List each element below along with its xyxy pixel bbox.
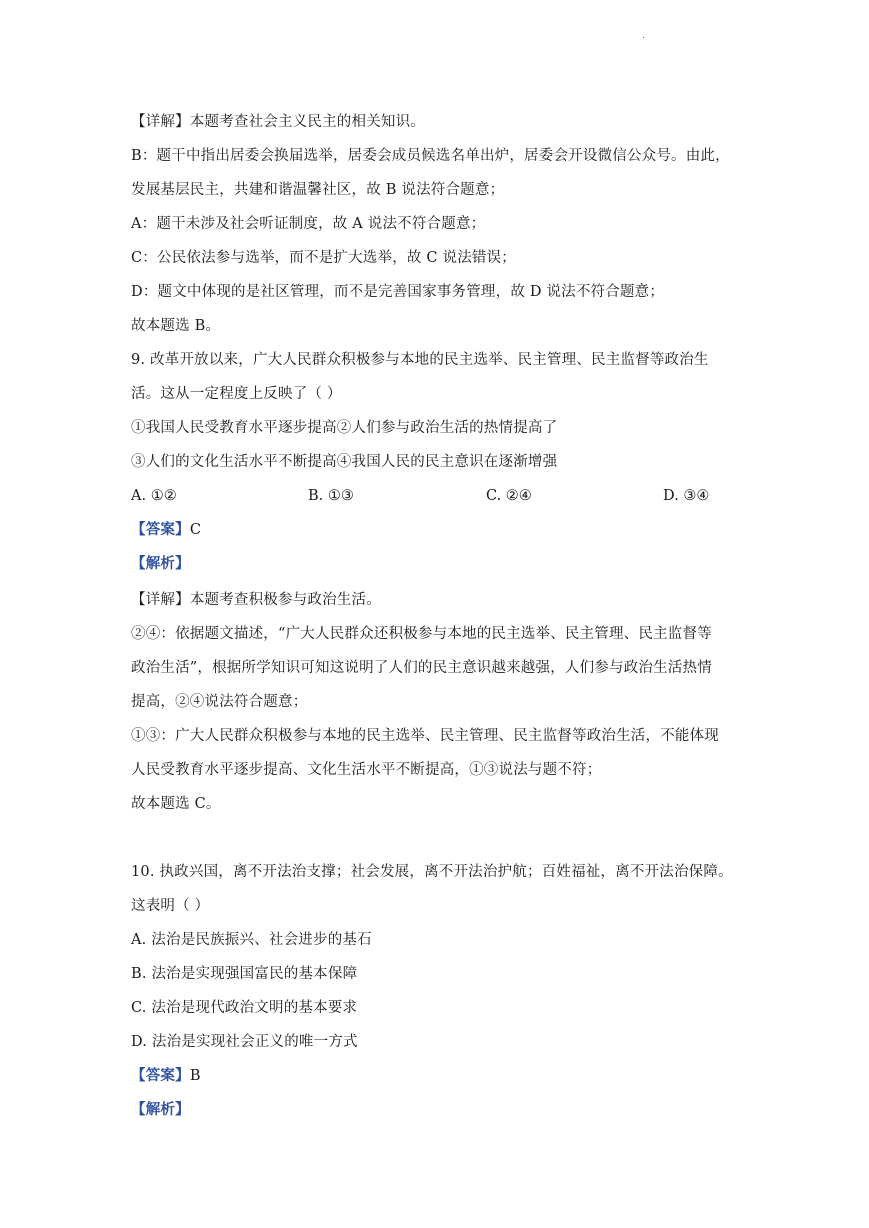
answer-label: 【答案】 xyxy=(131,1067,190,1084)
paragraph-line: 政治生活”，根据所学知识可知这说明了人们的民主意识越来越强，人们参与政治生活热情 xyxy=(131,660,712,676)
question-9-option-c: C. ②④ xyxy=(486,488,532,504)
question-9-analysis xyxy=(131,554,190,574)
detail-label: 【详解】 xyxy=(131,114,190,130)
answer-value: B xyxy=(189,1068,201,1084)
question-10-option-d: D. 法治是实现社会正义的唯一方式 xyxy=(131,1034,358,1050)
question-10-option-a: A. 法治是民族振兴、社会进步的基石 xyxy=(131,932,372,948)
question-10-answer xyxy=(131,1066,201,1086)
question-10-option-c: C. 法治是现代政治文明的基本要求 xyxy=(131,1000,358,1016)
analysis-label: 【解析】 xyxy=(131,1101,190,1118)
question-9-option-b: B. ①③ xyxy=(308,488,354,504)
detail-line xyxy=(131,112,425,132)
paragraph-line: 提高，②④说法符合题意； xyxy=(131,694,308,710)
question-9-detail xyxy=(131,590,381,610)
question-9-items-line: ①我国人民受教育水平逐步提高②人们参与政治生活的热情提高了 xyxy=(131,420,558,436)
question-9-option-a: A. ①② xyxy=(131,488,177,504)
paragraph-line: B：题干中指出居委会换届选举，居委会成员候选名单出炉，居委会开设微信公众号。由此， xyxy=(131,148,730,164)
question-10-analysis xyxy=(131,1100,190,1120)
paragraph-line: 人民受教育水平逐步提高、文化生活水平不断提高，①③说法与题不符； xyxy=(131,762,602,778)
question-10-stem-line: 10. 执政兴国，离不开法治支撑；社会发展，离不开法治护航；百姓福祉，离不开法治保障。 xyxy=(131,864,733,880)
conclusion-line: 故本题选 B。 xyxy=(131,318,221,334)
paragraph-line: 发展基层民主，共建和谐温馨社区，故 B 说法符合题意； xyxy=(131,182,505,198)
analysis-label: 【解析】 xyxy=(131,555,190,572)
question-10-stem-line: 这表明（ ） xyxy=(131,898,210,914)
question-9-stem-line: 9. 改革开放以来，广大人民群众积极参与本地的民主选举、民主管理、民主监督等政治生 xyxy=(131,352,709,368)
question-10-option-b: B. 法治是实现强国富民的基本保障 xyxy=(131,966,358,982)
detail-label: 【详解】 xyxy=(131,592,190,608)
header-mark: . xyxy=(642,30,646,41)
answer-value: C xyxy=(189,522,202,538)
paragraph-line: A：题干未涉及社会听证制度，故 A 说法不符合题意； xyxy=(131,216,486,232)
conclusion-line: 故本题选 C。 xyxy=(131,796,221,812)
paragraph-line: ①③：广大人民群众积极参与本地的民主选举、民主管理、民主监督等政治生活，不能体现 xyxy=(131,728,719,744)
paragraph-line: D：题文中体现的是社区管理，而不是完善国家事务管理，故 D 说法不符合题意； xyxy=(131,284,665,300)
question-9-stem-line: 活。这从一定程度上反映了（ ） xyxy=(131,386,342,402)
detail-text: 本题考查积极参与政治生活。 xyxy=(189,592,381,608)
paragraph-line: ②④：依据题文描述，“广大人民群众还积极参与本地的民主选举、民主管理、民主监督等 xyxy=(131,626,712,642)
detail-text: 本题考查社会主义民主的相关知识。 xyxy=(189,114,426,130)
answer-label: 【答案】 xyxy=(131,521,190,538)
question-9-answer xyxy=(131,520,201,540)
question-9-option-d: D. ③④ xyxy=(663,488,710,504)
question-9-items-line: ③人们的文化生活水平不断提高④我国人民的民主意识在逐渐增强 xyxy=(131,454,558,470)
paragraph-line: C：公民依法参与选举，而不是扩大选举，故 C 说法错误； xyxy=(131,250,517,266)
